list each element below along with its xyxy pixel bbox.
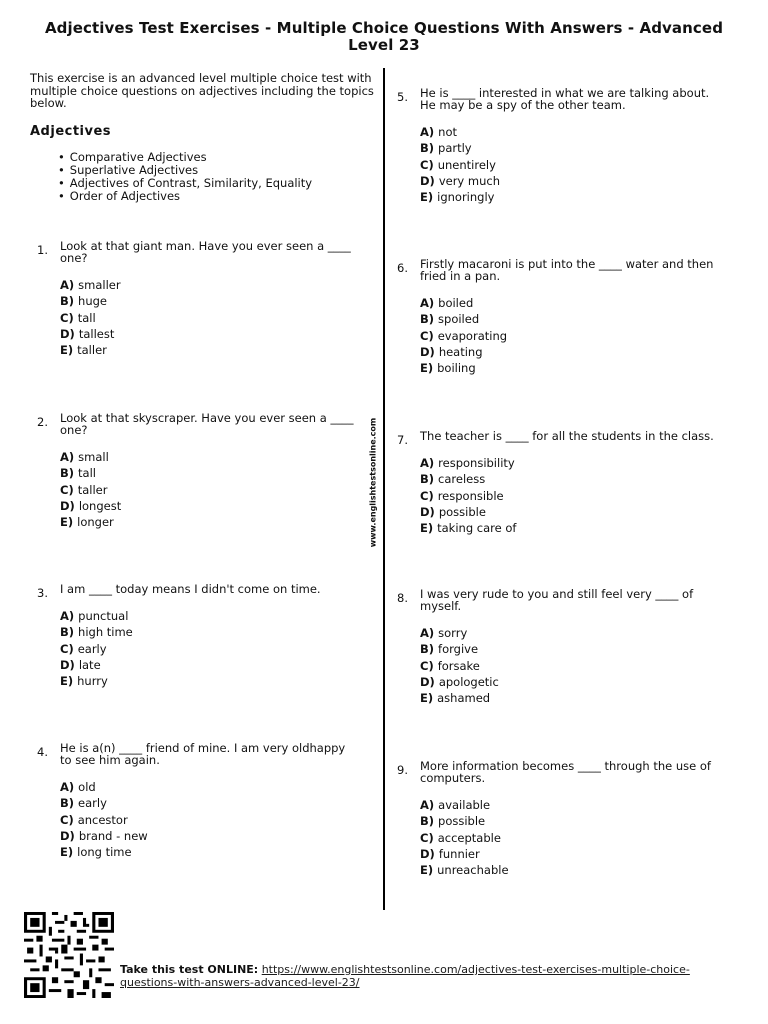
question-number: 6.	[397, 261, 408, 275]
options-list	[420, 295, 717, 376]
option-a[interactable]: A) old	[60, 780, 96, 794]
question-1	[37, 240, 357, 358]
options-list	[60, 277, 357, 358]
option-c[interactable]: C) unentirely	[420, 157, 496, 172]
topic-item: • Adjectives of Contrast, Similarity, Equality	[58, 177, 312, 190]
options-list	[60, 608, 357, 689]
footer	[120, 964, 710, 989]
option-a[interactable]: A) smaller	[60, 278, 121, 292]
question-number: 3.	[37, 586, 48, 600]
option-a[interactable]: A) available	[420, 798, 491, 812]
option-c[interactable]: C) tall	[60, 310, 96, 325]
topics-list	[58, 151, 312, 203]
question-text: Firstly macaroni is put into the ____ water and then fried in a pan.	[420, 257, 714, 283]
option-a[interactable]: A) boiled	[420, 296, 474, 310]
option-d[interactable]: D) longest	[60, 498, 122, 513]
option-e[interactable]: E) taking care of	[420, 521, 517, 536]
option-d[interactable]: D) apologetic	[420, 674, 499, 689]
options-list	[420, 124, 717, 205]
page-title: Adjectives Test Exercises - Multiple Choice Questions With Answers - Advanced Level 23	[44, 19, 724, 54]
question-7	[397, 430, 717, 536]
option-c[interactable]: C) acceptable	[420, 830, 501, 845]
question-text: I am ____ today means I didn't come on time.	[60, 582, 321, 596]
option-e[interactable]: E) hurry	[60, 674, 108, 689]
column-divider	[383, 68, 385, 910]
option-d[interactable]: D) brand - new	[60, 828, 148, 843]
option-a[interactable]: A) sorry	[420, 626, 468, 640]
question-text: The teacher is ____ for all the students in the class.	[420, 429, 714, 443]
option-d[interactable]: D) heating	[420, 344, 483, 359]
option-c[interactable]: C) forsake	[420, 658, 480, 673]
question-text: More information becomes ____ through the use of computers.	[420, 759, 711, 785]
question-2	[37, 412, 357, 530]
option-b[interactable]: B) careless	[420, 472, 486, 487]
question-4	[37, 742, 357, 860]
option-b[interactable]: B) possible	[420, 814, 486, 829]
vertical-watermark-url: www.englishtestsonline.com	[368, 417, 378, 548]
option-d[interactable]: D) tallest	[60, 326, 115, 341]
option-a[interactable]: A) punctual	[60, 609, 129, 623]
option-b[interactable]: B) high time	[60, 625, 133, 640]
option-a[interactable]: A) small	[60, 450, 109, 464]
option-a[interactable]: A) not	[420, 125, 457, 139]
option-e[interactable]: E) boiling	[420, 361, 476, 376]
test-online-link[interactable]: https://www.englishtestsonline.com/adjectives-test-exercises-multiple-choice-questions-with-answers-advanced-level-23/	[120, 963, 690, 989]
option-e[interactable]: E) ignoringly	[420, 190, 495, 205]
question-number: 9.	[397, 763, 408, 777]
footer-lead: Take this test ONLINE:	[120, 963, 259, 976]
option-a[interactable]: A) responsibility	[420, 456, 515, 470]
option-c[interactable]: C) early	[60, 641, 107, 656]
question-6	[397, 258, 717, 376]
option-e[interactable]: E) longer	[60, 515, 114, 530]
intro-text: This exercise is an advanced level multiple choice test with multiple choice questions on adjectives including the topics below.	[30, 71, 374, 110]
question-3	[37, 583, 357, 689]
qr-code-icon[interactable]	[24, 912, 114, 998]
option-c[interactable]: C) responsible	[420, 488, 504, 503]
question-number: 5.	[397, 90, 408, 104]
question-text: Look at that giant man. Have you ever seen a ____ one?	[60, 239, 351, 265]
question-number: 8.	[397, 591, 408, 605]
option-b[interactable]: B) forgive	[420, 642, 479, 657]
option-e[interactable]: E) unreachable	[420, 863, 509, 878]
question-number: 2.	[37, 415, 48, 429]
topic-item: • Order of Adjectives	[58, 190, 312, 203]
option-d[interactable]: D) late	[60, 657, 101, 672]
option-c[interactable]: C) ancestor	[60, 812, 128, 827]
question-text: Look at that skyscraper. Have you ever seen a ____ one?	[60, 411, 354, 437]
question-text: He is ____ interested in what we are talking about. He may be a spy of the other team.	[420, 86, 710, 112]
option-e[interactable]: E) taller	[60, 343, 107, 358]
option-d[interactable]: D) funnier	[420, 846, 480, 861]
question-9	[397, 760, 717, 878]
options-list	[60, 449, 357, 530]
question-text: I was very rude to you and still feel very ____ of myself.	[420, 587, 694, 613]
options-list	[60, 779, 357, 860]
question-number: 1.	[37, 243, 48, 257]
option-e[interactable]: E) ashamed	[420, 691, 491, 706]
option-b[interactable]: B) partly	[420, 141, 472, 156]
option-c[interactable]: C) evaporating	[420, 328, 508, 343]
option-b[interactable]: B) huge	[60, 294, 107, 309]
question-8	[397, 588, 717, 706]
option-d[interactable]: D) very much	[420, 173, 500, 188]
option-b[interactable]: B) tall	[60, 466, 96, 481]
question-text: He is a(n) ____ friend of mine. I am very oldhappy to see him again.	[60, 741, 346, 767]
section-title: Adjectives	[30, 124, 112, 139]
question-number: 7.	[397, 433, 408, 447]
option-b[interactable]: B) spoiled	[420, 312, 480, 327]
option-e[interactable]: E) long time	[60, 845, 132, 860]
option-d[interactable]: D) possible	[420, 504, 486, 519]
topic-item: • Superlative Adjectives	[58, 164, 312, 177]
question-5	[397, 87, 717, 205]
options-list	[420, 455, 717, 536]
question-number: 4.	[37, 745, 48, 759]
options-list	[420, 625, 717, 706]
option-b[interactable]: B) early	[60, 796, 107, 811]
options-list	[420, 797, 717, 878]
option-c[interactable]: C) taller	[60, 482, 108, 497]
topic-item: • Comparative Adjectives	[58, 151, 312, 164]
